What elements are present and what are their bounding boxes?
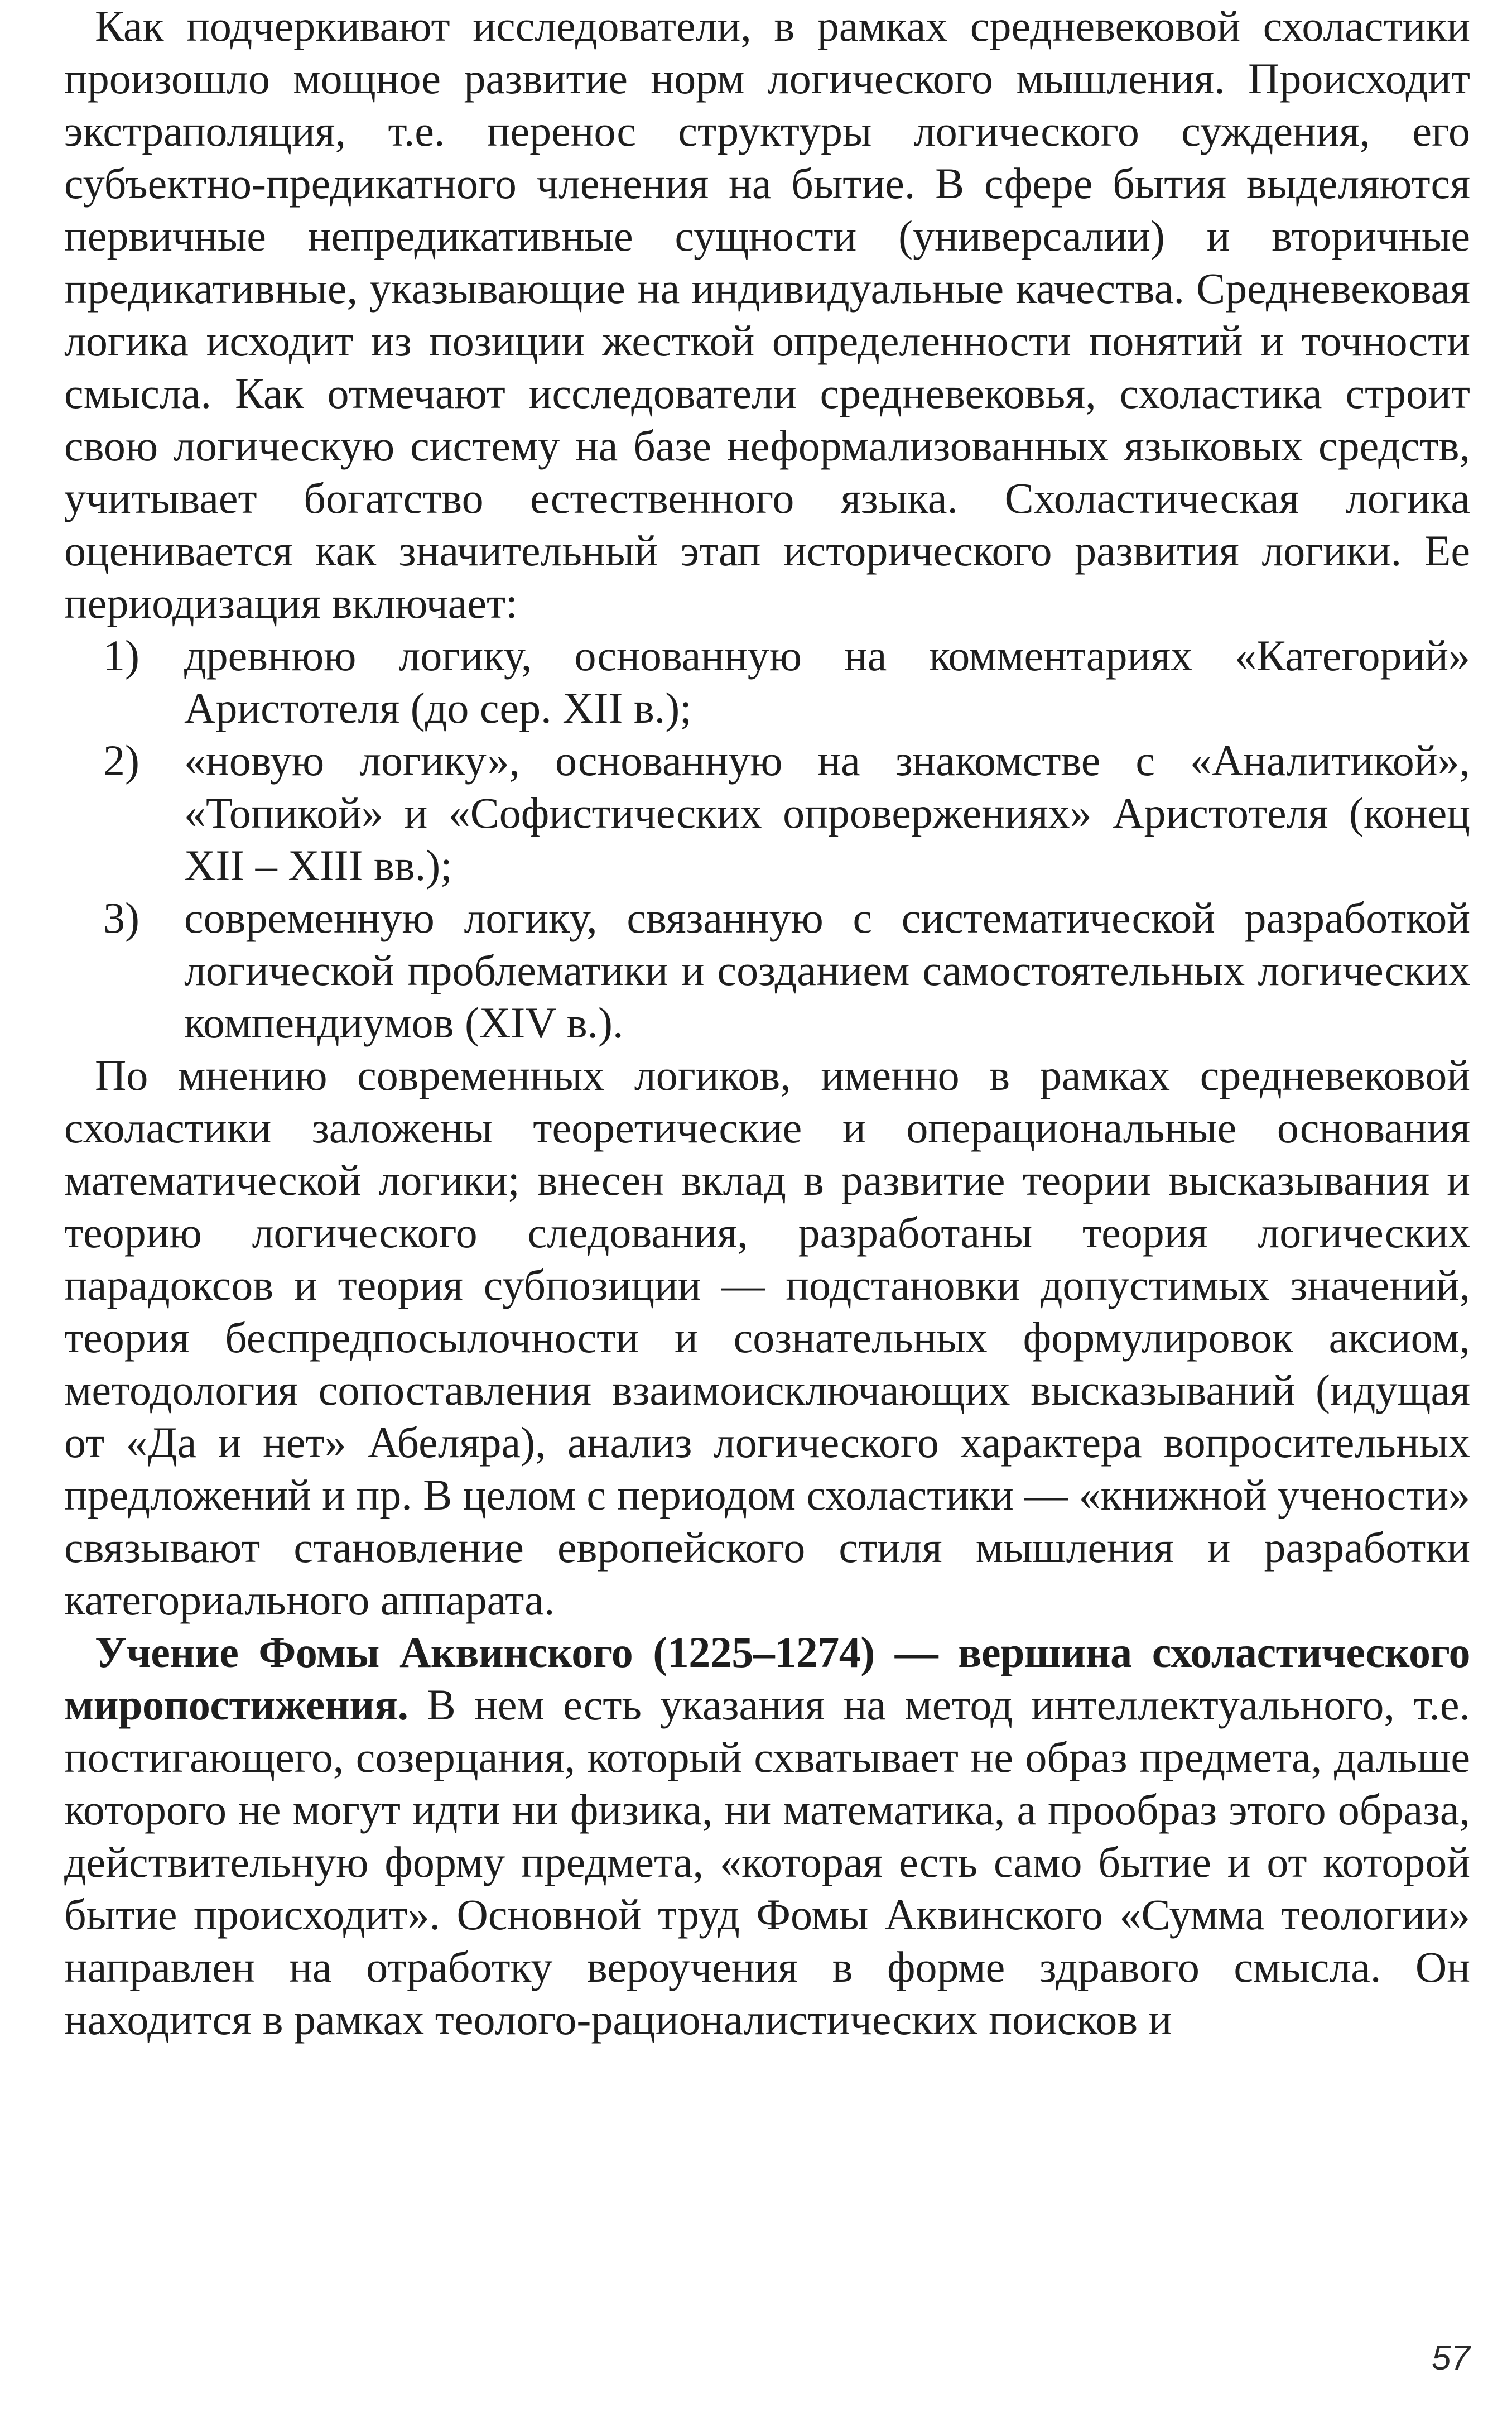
body-text [64,0,1470,2046]
list-item-number: 3) [103,893,139,942]
list-item-text: древнюю логику, основанную на комментариях «Категорий» Аристотеля (до сер. XII в.); [184,631,1470,732]
paragraph-lead-heading: Учение Фомы Аквинского (1225–1274) — вершина схоластического миропостижения. [64,1628,1470,1729]
list-item-text: «новую логику», основанную на знакомстве с «Аналитикой», «Топикой» и «Софистических опровержениях» Аристотеля (конец XII – XIII вв.); [184,736,1470,890]
book-page [64,0,1470,2417]
list-item [64,734,1470,892]
list-item-text: современную логику, связанную с систематической разработкой логической проблематики и созданием самостоятельных логических компендиумов (XIV в.). [184,893,1470,1047]
periodization-list [64,630,1470,1049]
paragraph-modern-logicians: По мнению современных логиков, именно в рамках средневековой схоластики заложены теоретические и операциональные основания математической логики; внесен вклад в развитие теории высказывания и теорию логического следования, разработаны теория логических парадоксов и теория субпозиции — подстановки допустимых значений, теория беспредпосылочности и сознательных формулировок аксиом, методология сопоставления взаимоисключающих высказываний (идущая от «Да и нет» Абеляра), анализ логического характера вопросительных предложений и пр. В целом с периодом схоластики — «книжной учености» связывают становление европейского стиля мышления и разработки категориального аппарата. [64,1051,1470,1624]
paragraph-body: В нем есть указания на метод интеллектуального, т.е. постигающего, созерцания, который схватывает не образ предмета, дальше которого не могут идти ни физика, ни математика, а прообраз этого образа, действительную форму предмета, «которая есть само бытие и от которой бытие происходит». Основной труд Фомы Аквинского «Сумма теологии» направлен на отработку вероучения в форме здравого смысла. Он находится в рамках теолого-рационалистических поисков и [64,1680,1470,2044]
list-item-number: 2) [103,736,139,785]
list-item [64,630,1470,734]
paragraph-thomas-aquinas [64,1626,1470,2046]
paragraph-scholastic-logic: Как подчеркивают исследователи, в рамках средневековой схоластики произошло мощное развитие норм логического мышления. Происходит экстраполяция, т.е. перенос структуры логического суждения, его субъектно-предикатного членения на бытие. В сфере бытия выделяются первичные непредикативные сущности (универсалии) и вторичные предикативные, указывающие на индивидуальные качества. Средневековая логика исходит из позиции жесткой определенности понятий и точности смысла. Как отмечают исследователи средневековья, схоластика строит свою логическую систему на базе неформализованных языковых средств, учитывает богатство естественного языка. Схоластическая логика оценивается как значительный этап исторического развития логики. Ее периодизация включает: [64,2,1470,627]
list-item [64,892,1470,1049]
page-number: 57 [1432,2339,1470,2377]
list-item-number: 1) [103,631,139,680]
